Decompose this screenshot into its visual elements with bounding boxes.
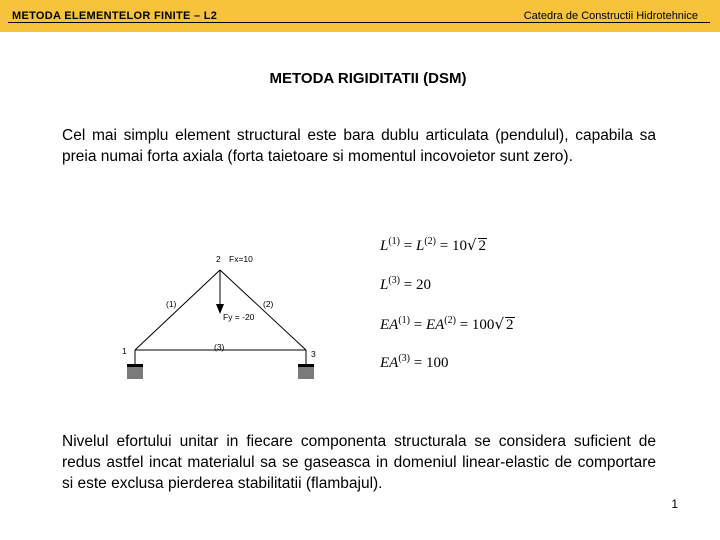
equation-stiffness-1-2: $EA^{(1)} = EA^{(2)} = 100√$ 2 (380, 315, 514, 333)
equation-length-1-2: $L^{(1)} = L^{(2)} = 10√$ 2 (380, 236, 487, 254)
header-divider (8, 22, 710, 23)
support-left-icon (127, 350, 143, 379)
force-y-label: Fy = -20 (223, 312, 255, 322)
node-2-label: 2 (216, 254, 221, 264)
header-department: Catedra de Constructii Hidrotehnice (523, 10, 698, 22)
member-1-label: (1) (166, 299, 177, 309)
stress-paragraph: Nivelul efortului unitar in fiecare componenta structurala se considera suficient de redus astfel incat materialul sa se gaseasca in domeniul linear-elastic de comportare si este exclusa pierderea stabilitatii (flambajul). (62, 433, 656, 492)
truss-diagram (110, 240, 350, 390)
equation-length-3: $L^{(3)} = 20$ (380, 275, 431, 293)
member-2-label: (2) (263, 299, 274, 309)
slide-title: METODA RIGIDITATII (DSM) (269, 70, 467, 87)
intro-paragraph: Cel mai simplu element structural este bara dublu articulata (pendulul), capabila sa preia numai forta axiala (forta taietoare si momentul incovoietor sunt zero). (62, 127, 656, 165)
page-number: 1 (671, 497, 678, 511)
member-3-label: (3) (214, 342, 225, 352)
node-3-label: 3 (311, 349, 316, 359)
force-x-label: Fx=10 (229, 254, 253, 264)
member-2-line (220, 270, 306, 350)
node-1-label: 1 (122, 346, 127, 356)
header-course-title: METODA ELEMENTELOR FINITE – L2 (12, 10, 218, 22)
member-1-line (135, 270, 220, 350)
truss-figure (110, 240, 350, 390)
equation-stiffness-3: $EA^{(3)} = 100$ (380, 353, 449, 371)
